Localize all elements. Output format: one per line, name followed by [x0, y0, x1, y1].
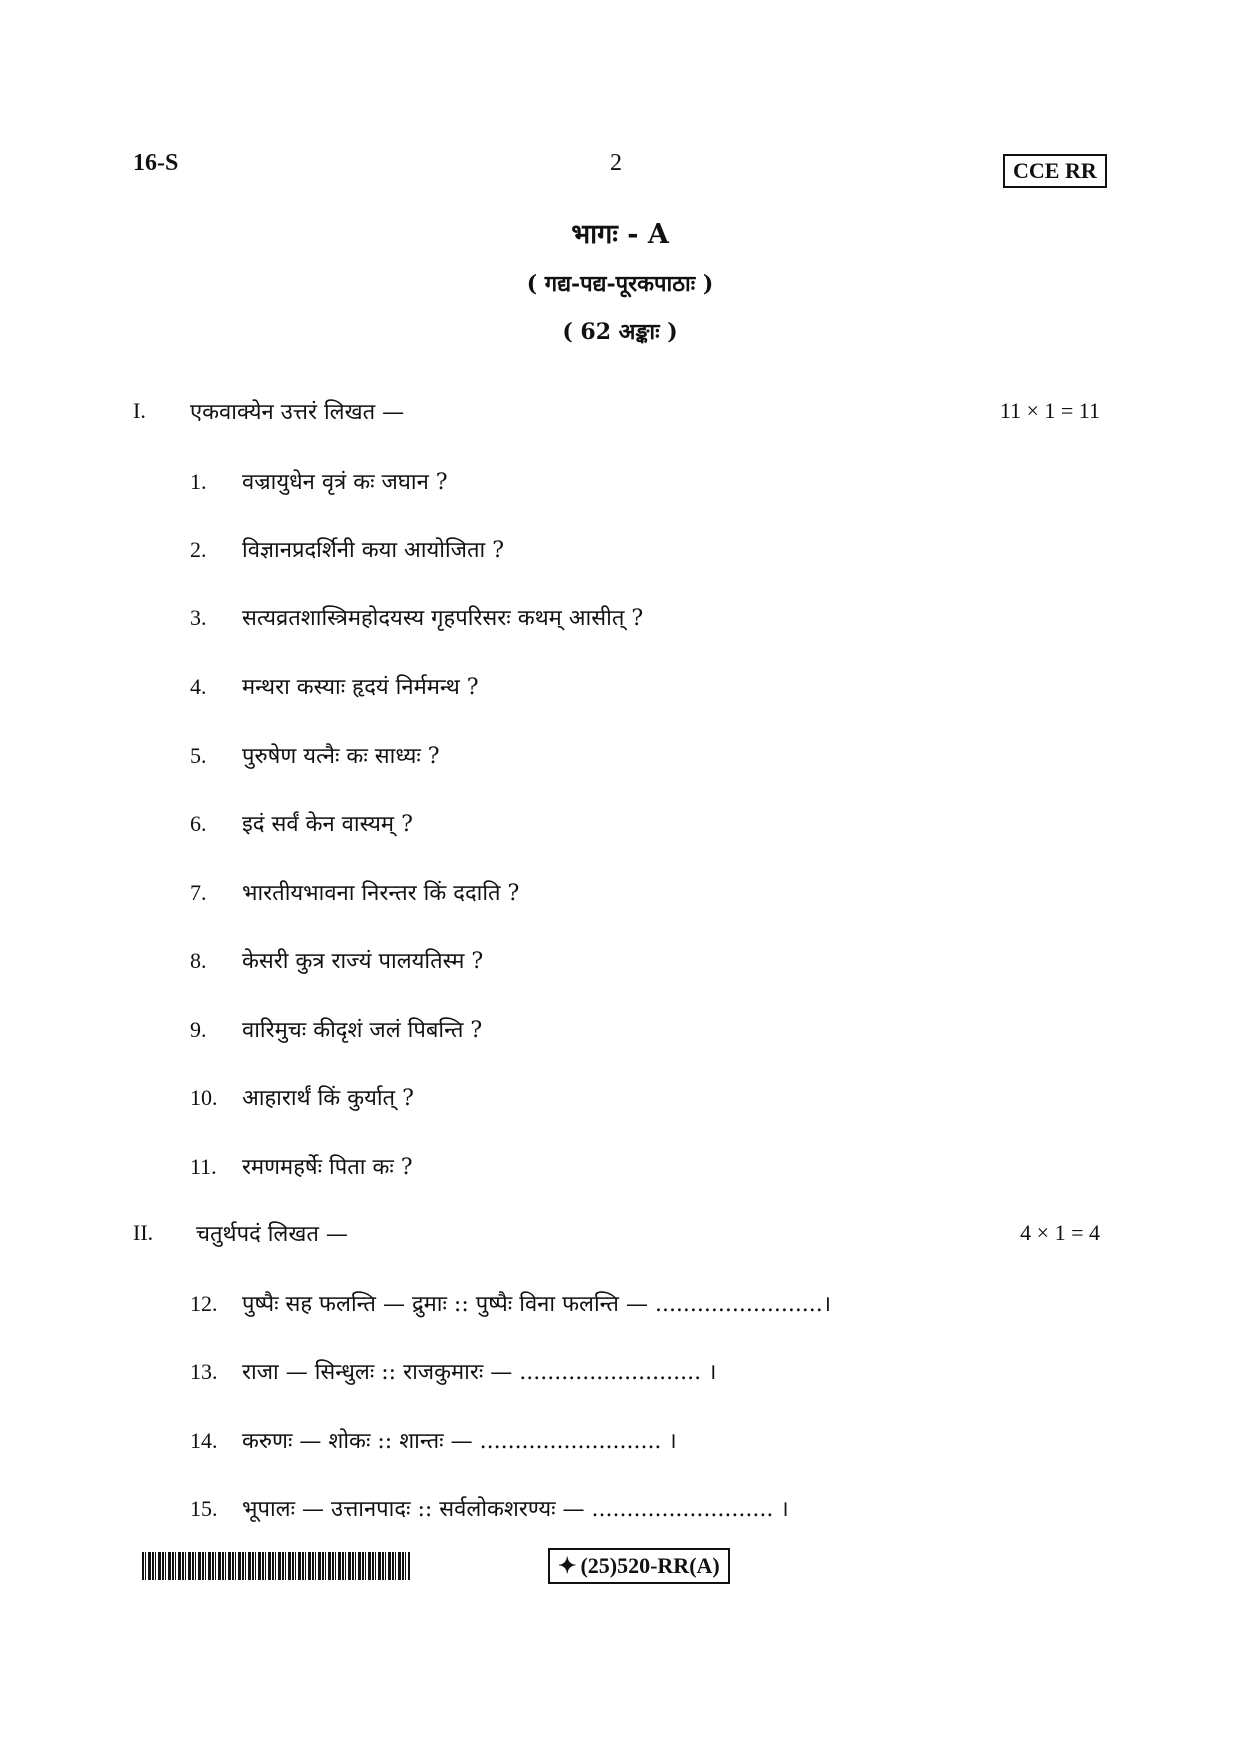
- question-item: [190, 1425, 677, 1455]
- question-item: [190, 1082, 414, 1112]
- question-item: [190, 1356, 716, 1386]
- question-number: 15.: [190, 1496, 218, 1521]
- question-number: 5.: [190, 743, 207, 768]
- question-number: 9.: [190, 1017, 207, 1042]
- question-text: पुष्पैः सह फलन्ति — द्रुमाः :: पुष्पैः विना फलन्ति — ........................।: [242, 1292, 832, 1317]
- part-subtitle: ( गद्य-पद्य-पूरकपाठाः ): [526, 271, 714, 297]
- star-icon: ✦: [558, 1553, 577, 1578]
- section-2-number: II.: [133, 1220, 154, 1245]
- question-text: पुरुषेण यत्नैः कः साध्यः ?: [242, 744, 440, 769]
- question-item: [190, 740, 440, 770]
- question-item: [190, 1288, 831, 1318]
- section-2-instruction: चतुर्थपदं लिखत —: [196, 1222, 348, 1247]
- section-1-marks: 11 × 1 = 11: [999, 398, 1100, 423]
- paper-code: 16-S: [133, 150, 179, 176]
- question-number: 1.: [190, 469, 207, 494]
- question-number: 4.: [190, 674, 207, 699]
- question-number: 10.: [190, 1085, 218, 1110]
- question-text: राजा — सिन्धुलः :: राजकुमारः — .......................... ।: [242, 1360, 717, 1385]
- question-item: [190, 671, 479, 701]
- question-item: [190, 945, 483, 975]
- exam-badge: CCE RR: [1003, 154, 1107, 188]
- question-item: [190, 1151, 413, 1181]
- part-marks: ( 62 अङ्काः ): [562, 319, 678, 345]
- question-number: 2.: [190, 537, 207, 562]
- question-text: वज्रायुधेन वृत्रं कः जघान ?: [242, 470, 448, 495]
- question-number: 7.: [190, 880, 207, 905]
- question-text: मन्थरा कस्याः हृदयं निर्ममन्थ ?: [242, 675, 479, 700]
- question-text: इदं सर्वं केन वास्यम् ?: [242, 812, 413, 837]
- question-number: 3.: [190, 605, 207, 630]
- question-text: आहारार्थं किं कुर्यात् ?: [242, 1086, 414, 1111]
- question-number: 11.: [190, 1154, 217, 1179]
- question-text: भूपालः — उत्तानपादः :: सर्वलोकशरण्यः — .......................... ।: [242, 1497, 789, 1522]
- question-number: 12.: [190, 1291, 218, 1316]
- question-item: [190, 602, 643, 632]
- question-number: 6.: [190, 811, 207, 836]
- footer-code: (25)520-RR(A): [580, 1553, 720, 1578]
- question-text: वारिमुचः कीदृशं जलं पिबन्ति ?: [242, 1018, 483, 1043]
- question-text: करुणः — शोकः :: शान्तः — .......................... ।: [242, 1429, 677, 1454]
- question-number: 14.: [190, 1428, 218, 1453]
- question-item: [190, 534, 504, 564]
- page-number: 2: [610, 150, 622, 176]
- question-text: रमणमहर्षेः पिता कः ?: [242, 1155, 413, 1180]
- question-number: 8.: [190, 948, 207, 973]
- question-item: [190, 877, 519, 907]
- barcode: [142, 1552, 410, 1580]
- footer-code-box: [548, 1548, 730, 1584]
- question-text: सत्यव्रतशास्त्रिमहोदयस्य गृहपरिसरः कथम् आसीत् ?: [242, 606, 644, 631]
- section-1-instruction: एकवाक्येन उत्तरं लिखत —: [190, 400, 405, 425]
- question-text: भारतीयभावना निरन्तर किं ददाति ?: [242, 881, 520, 906]
- question-item: [190, 1014, 482, 1044]
- question-item: [190, 1493, 789, 1523]
- question-item: [190, 466, 448, 496]
- question-item: [190, 808, 413, 838]
- section-2-marks: 4 × 1 = 4: [1020, 1220, 1100, 1245]
- question-text: केसरी कुत्र राज्यं पालयतिस्म ?: [242, 949, 484, 974]
- section-1-number: I.: [133, 398, 146, 423]
- question-text: विज्ञानप्रदर्शिनी कया आयोजिता ?: [242, 538, 505, 563]
- part-title: भागः - A: [571, 219, 669, 250]
- question-number: 13.: [190, 1359, 218, 1384]
